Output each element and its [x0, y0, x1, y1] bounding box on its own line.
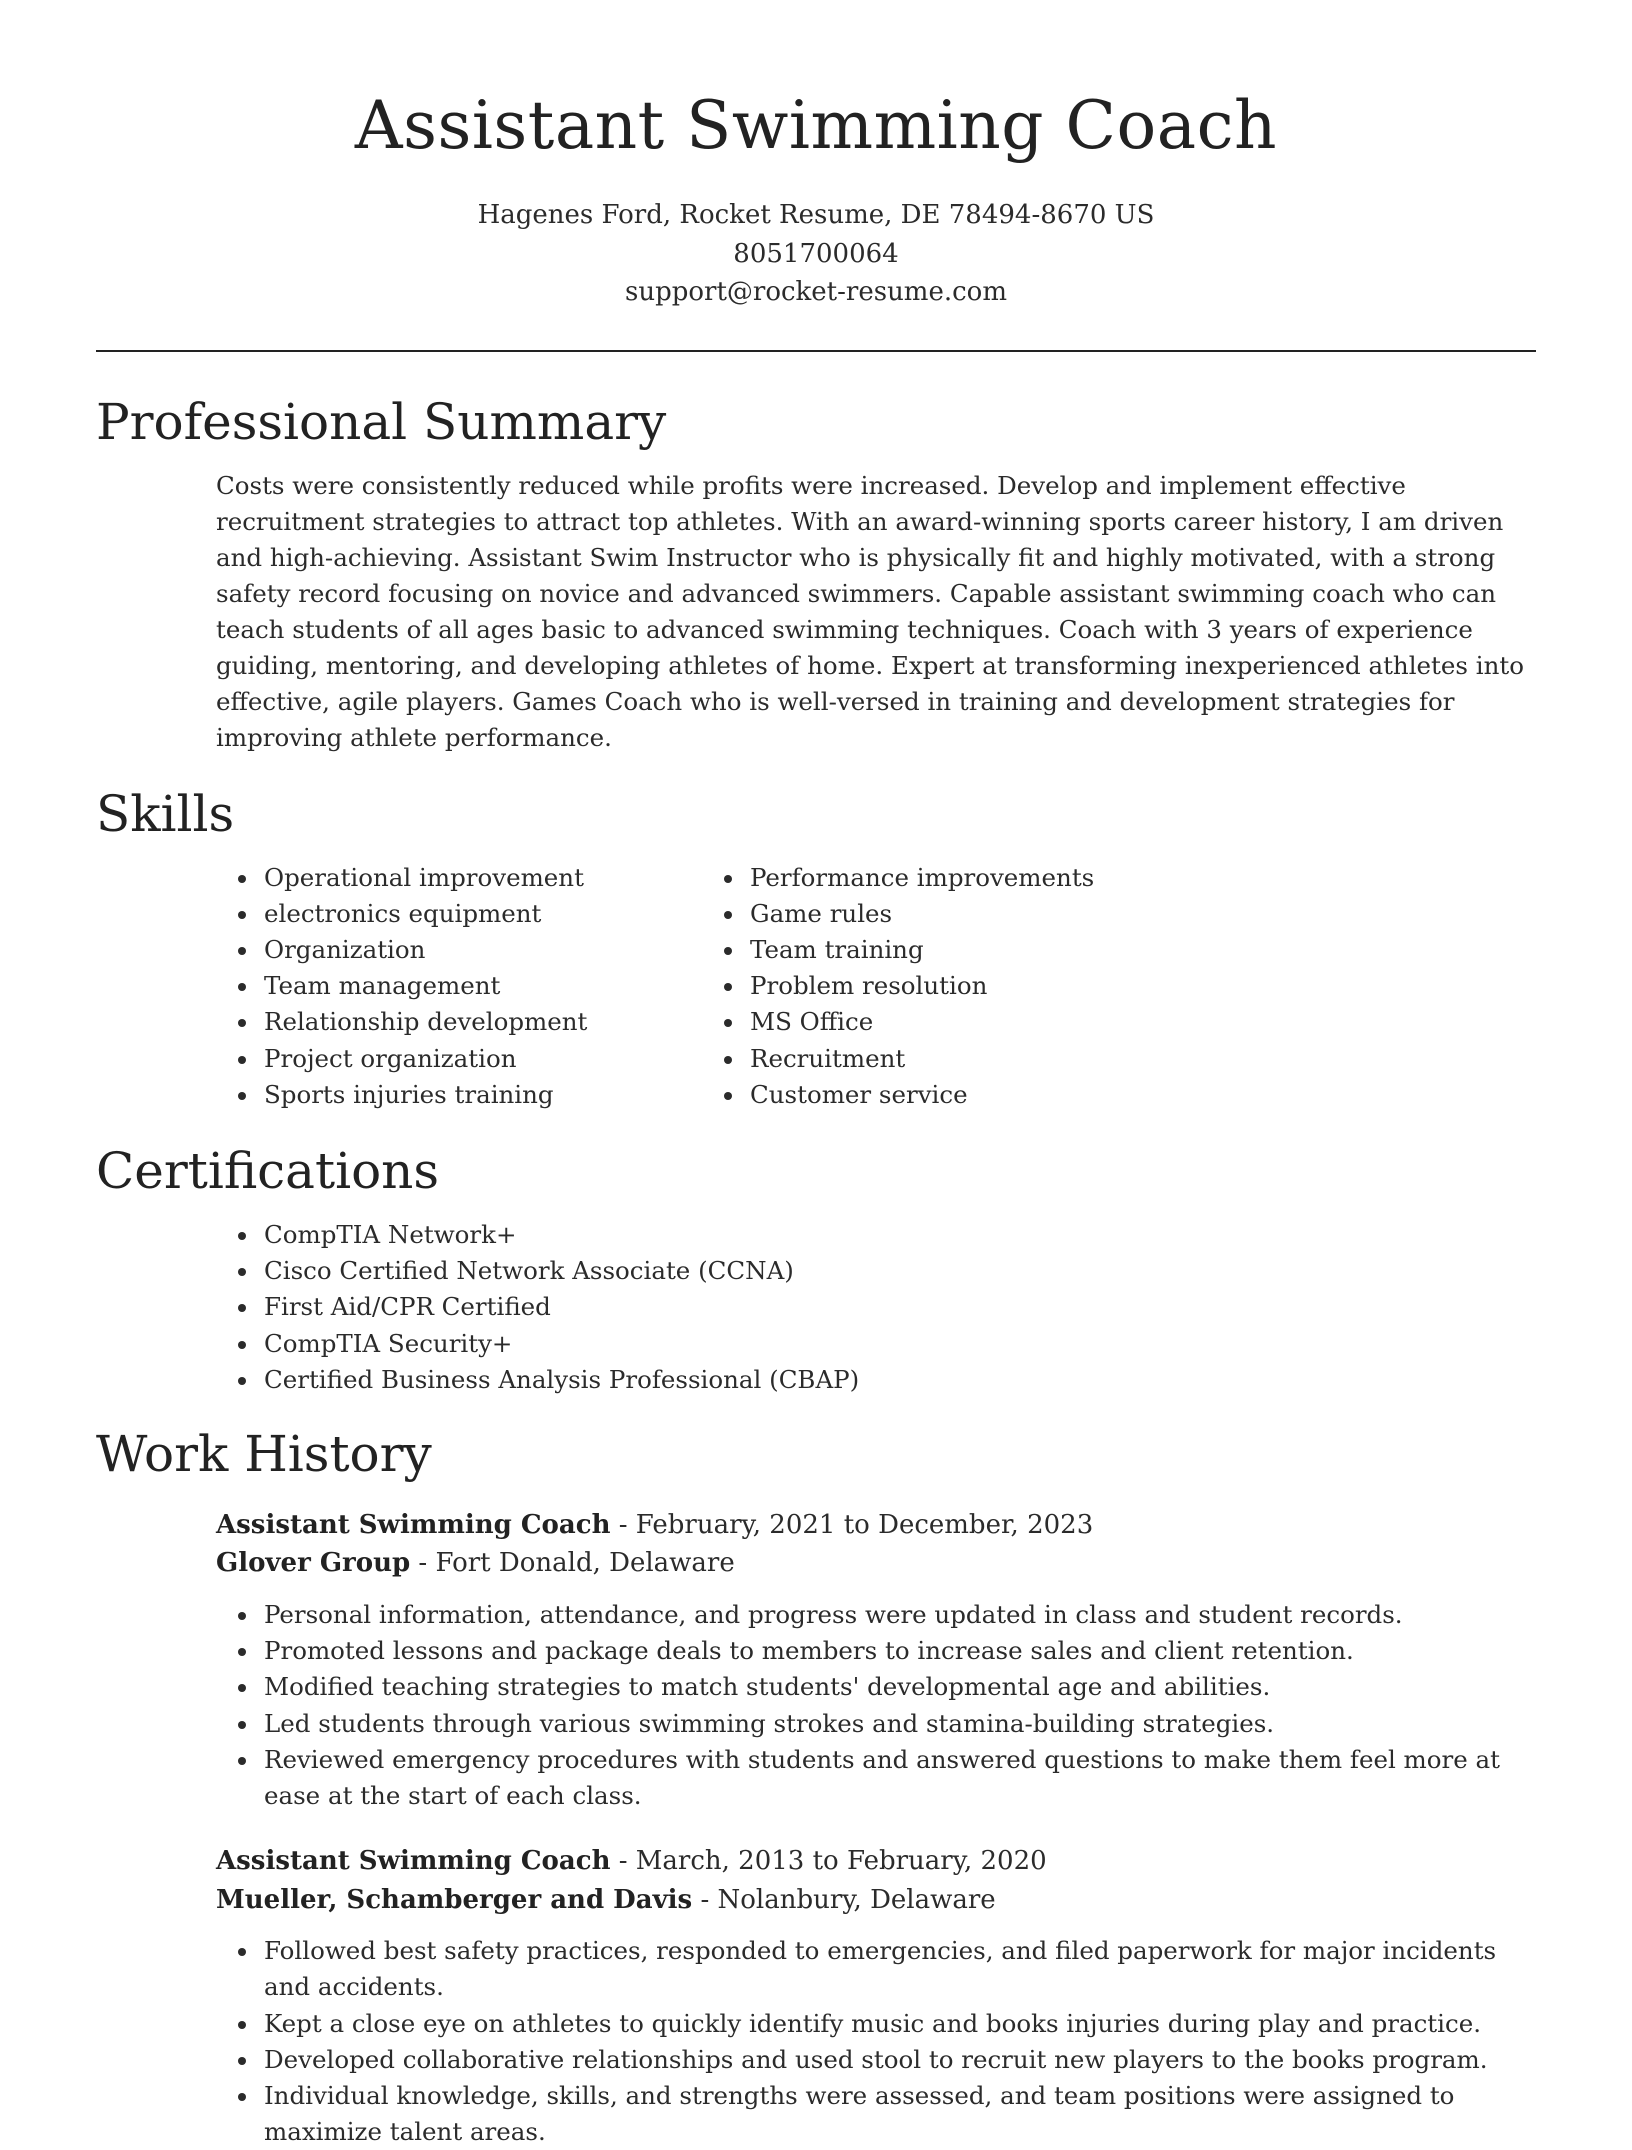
job-location: - Fort Donald, Delaware [410, 1548, 735, 1579]
job-bullet-list [216, 1597, 1536, 1814]
job-bullet: • Individual knowledge, skills, and strengths were assessed, and team positions were assigned to maximize talent areas. [260, 2078, 1536, 2150]
certifications-list [96, 1217, 1536, 1398]
skill-item: • Sports injuries training [260, 1077, 746, 1113]
job-bullet: • Kept a close eye on athletes to quickly identify music and books injuries during play and practice. [260, 2006, 1536, 2042]
skill-item: • Problem resolution [746, 968, 1536, 1004]
certifications-heading: Certifications [96, 1141, 440, 1200]
job-title-line [216, 1842, 1536, 1881]
skill-item: • Game rules [746, 896, 1536, 932]
contact-email: support@rocket-resume.com [624, 277, 1007, 307]
job-bullet: • Modified teaching strategies to match students' developmental age and abilities. [260, 1669, 1536, 1705]
skills-list-right [746, 860, 1536, 1113]
skills-list-left [96, 860, 746, 1113]
job-company-line [216, 1544, 1536, 1583]
job-entry [216, 1842, 1536, 2150]
skill-item: • Customer service [746, 1077, 1536, 1113]
job-dates: - February, 2021 to December, 2023 [610, 1509, 1094, 1540]
job-role: Assistant Swimming Coach [216, 1509, 611, 1540]
skill-item: • Relationship development [260, 1004, 746, 1040]
job-bullet: • Promoted lessons and package deals to members to increase sales and client retention. [260, 1633, 1536, 1669]
skills-heading: Skills [96, 784, 235, 843]
job-location: - Nolanbury, Delaware [692, 1884, 996, 1915]
certification-item: • First Aid/CPR Certified [260, 1289, 1536, 1325]
certification-item: • Certified Business Analysis Professional (CBAP) [260, 1362, 1536, 1398]
resume-header [96, 0, 1536, 312]
job-company-line [216, 1881, 1536, 1920]
certification-item: • CompTIA Network+ [260, 1217, 1536, 1253]
candidate-name: Assistant Swimming Coach [354, 87, 1278, 164]
contact-address: Hagenes Ford, Rocket Resume, DE 78494-8670 US [477, 200, 1155, 230]
skill-item: • Organization [260, 932, 746, 968]
summary-heading: Professional Summary [96, 392, 667, 451]
contact-phone: 8051700064 [733, 238, 899, 269]
job-title-line [216, 1506, 1536, 1545]
skills-columns [96, 860, 1536, 1113]
certification-item: • Cisco Certified Network Associate (CCNA) [260, 1253, 1536, 1289]
job-dates: - March, 2013 to February, 2020 [610, 1846, 1047, 1877]
header-divider [96, 350, 1536, 352]
skill-item: • Recruitment [746, 1041, 1536, 1077]
job-bullet: • Followed best safety practices, responded to emergencies, and filed paperwork for major incidents and accidents. [260, 1933, 1536, 2005]
skill-item: • Team training [746, 932, 1536, 968]
certification-item: • CompTIA Security+ [260, 1326, 1536, 1362]
skill-item: • MS Office [746, 1004, 1536, 1040]
work-history-heading: Work History [96, 1424, 432, 1483]
skill-item: • electronics equipment [260, 896, 746, 932]
job-bullet: • Personal information, attendance, and progress were updated in class and student records. [260, 1597, 1536, 1633]
job-bullet: • Developed collaborative relationships and used stool to recruit new players to the books program. [260, 2042, 1536, 2078]
skill-item: • Project organization [260, 1041, 746, 1077]
summary-text: Costs were consistently reduced while profits were increased. Develop and implement effective recruitment strategies to attract top athletes. With an award-winning sports career history, I am driven and high-achieving. Assistant Swim Instructor who is physically fit and highly motivated, with a strong safety record focusing on novice and advanced swimmers. Capable assistant swimming coach who can teach students of all ages basic to advanced swimming techniques. Coach with 3 years of experience guiding, mentoring, and developing athletes of home. Expert at transforming inexperienced athletes into effective, agile players. Games Coach who is well-versed in training and development strategies for improving athlete performance. [216, 470, 1524, 752]
job-company: Glover Group [216, 1548, 411, 1579]
skill-item: • Operational improvement [260, 860, 746, 896]
job-bullet: • Reviewed emergency procedures with students and answered questions to make them feel more at ease at the start of each class. [260, 1742, 1536, 1814]
job-bullet: • Led students through various swimming strokes and stamina-building strategies. [260, 1706, 1536, 1742]
skill-item: • Performance improvements [746, 860, 1536, 896]
job-role: Assistant Swimming Coach [216, 1846, 611, 1877]
skill-item: • Team management [260, 968, 746, 1004]
job-company: Mueller, Schamberger and Davis [216, 1884, 693, 1915]
contact-info [96, 196, 1536, 312]
job-bullet-list [216, 1933, 1536, 2150]
job-entry [216, 1506, 1536, 1814]
